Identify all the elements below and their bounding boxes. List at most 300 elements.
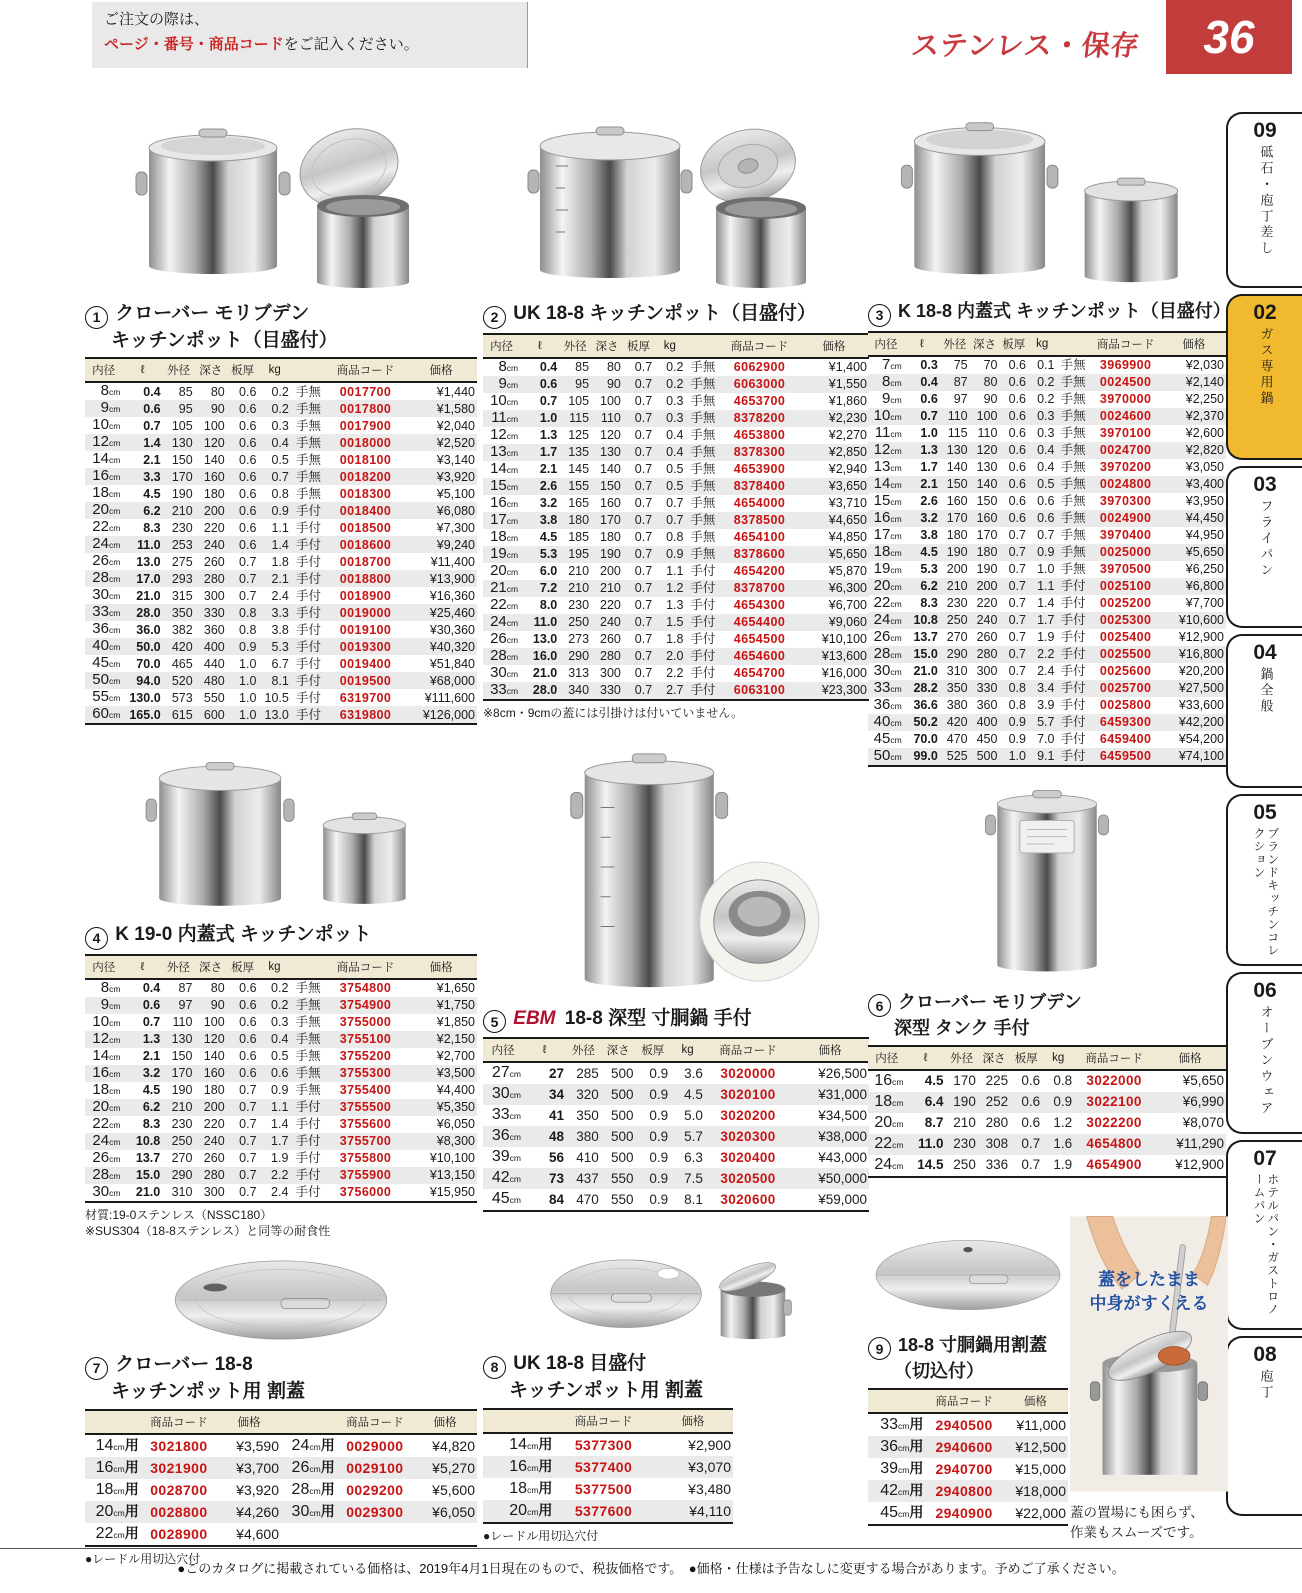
num-cell: 3.8 bbox=[271, 622, 289, 637]
num-cell: 1.9 bbox=[1042, 1155, 1074, 1177]
num-cell: 2.0 bbox=[666, 649, 684, 664]
table-row bbox=[483, 1105, 869, 1126]
num-cell: 600 bbox=[195, 706, 227, 724]
num-cell: 1.8 bbox=[666, 632, 684, 647]
num-cell: 90 bbox=[983, 392, 998, 407]
table-row bbox=[868, 510, 1226, 527]
sidebar-tab-09[interactable] bbox=[1226, 112, 1302, 288]
table-row bbox=[85, 1479, 477, 1501]
num-cell: 270 bbox=[171, 1151, 193, 1166]
code-cell: 3755300 bbox=[339, 1066, 392, 1081]
size-cell: 36cm bbox=[92, 620, 121, 638]
num-cell: 5.0 bbox=[684, 1107, 703, 1123]
table-row bbox=[868, 646, 1226, 663]
num-cell: 70 bbox=[983, 358, 998, 373]
num-cell: 0.7 bbox=[239, 571, 257, 586]
num-cell: 80 bbox=[606, 360, 621, 375]
num-cell: 220 bbox=[203, 1117, 225, 1132]
tab-label: ブランドキッチンコレクション bbox=[1252, 827, 1280, 958]
header-row bbox=[483, 1409, 733, 1433]
num-cell: 310 bbox=[162, 1184, 194, 1202]
size-cell: 22cm bbox=[490, 595, 519, 613]
product-section-4 bbox=[85, 735, 477, 1239]
size-cell: 33cm bbox=[483, 682, 520, 700]
price-cell: ¥3,950 bbox=[1185, 494, 1224, 509]
column-header: kg bbox=[654, 334, 685, 358]
num-cell: 0.6 bbox=[1008, 511, 1026, 526]
num-cell: 520 bbox=[171, 673, 193, 688]
table-row bbox=[85, 689, 477, 706]
code-cell: 3970200 bbox=[1099, 460, 1152, 475]
column-header: 価格 bbox=[1162, 332, 1227, 356]
code-cell: 6319800 bbox=[326, 706, 405, 724]
num-cell: 0.7 bbox=[1008, 613, 1026, 628]
num-cell: 180 bbox=[946, 528, 968, 543]
num-cell: 0.7 bbox=[634, 564, 653, 579]
page-number: 36 bbox=[1166, 0, 1292, 74]
l-cell: 50.0 bbox=[136, 639, 161, 654]
size-cell: 24cm bbox=[873, 610, 902, 628]
price-cell: ¥10,100 bbox=[821, 632, 867, 647]
table-row bbox=[85, 502, 477, 519]
handle-cell: 手無 bbox=[1060, 443, 1086, 458]
size-cell: 21cm bbox=[490, 578, 519, 596]
num-cell: 210 bbox=[171, 1100, 193, 1115]
handle-cell: 手無 bbox=[295, 418, 321, 433]
num-cell: 380 bbox=[576, 1128, 599, 1144]
num-cell: 3.9 bbox=[1037, 698, 1055, 713]
tab-number: 07 bbox=[1253, 1147, 1277, 1170]
num-cell: 100 bbox=[203, 1015, 225, 1030]
code-cell: 3020400 bbox=[720, 1149, 776, 1165]
l-cell: 70.0 bbox=[136, 656, 161, 671]
handle-cell: 手無 bbox=[1060, 528, 1086, 543]
price-cell: ¥51,840 bbox=[429, 656, 475, 671]
num-cell: 2.7 bbox=[654, 682, 685, 700]
num-cell: 200 bbox=[976, 579, 998, 594]
num-cell: 400 bbox=[976, 715, 998, 730]
size-cell: 14cm bbox=[873, 474, 902, 492]
table-row bbox=[868, 663, 1226, 680]
column-header: 板厚 bbox=[227, 358, 259, 382]
l-cell: 8.0 bbox=[539, 598, 558, 613]
sizeyo-cell: 33cm用 bbox=[880, 1415, 924, 1433]
table-row bbox=[483, 1168, 869, 1189]
code-cell: 3754800 bbox=[339, 981, 392, 996]
table-row bbox=[85, 1167, 477, 1184]
l-cell: 6.2 bbox=[920, 579, 938, 594]
product-number: 5 bbox=[483, 1010, 506, 1033]
num-cell: 0.9 bbox=[271, 503, 289, 518]
price-cell: ¥1,400 bbox=[828, 360, 867, 375]
num-cell: 290 bbox=[946, 647, 968, 662]
num-cell: 4.5 bbox=[684, 1086, 703, 1102]
num-cell: 275 bbox=[171, 554, 193, 569]
handle-cell: 手付 bbox=[1060, 681, 1086, 696]
num-cell: 145 bbox=[568, 462, 590, 477]
sidebar-tab-08[interactable] bbox=[1226, 1336, 1302, 1516]
column-header: 価格 bbox=[799, 334, 869, 358]
price-cell: ¥68,000 bbox=[429, 673, 475, 688]
num-cell: 250 bbox=[568, 615, 590, 630]
footer-note: ●このカタログに掲載されている価格は、2019年4月1日現在のもので、税抜価格です。 ●価格・仕様は予告なしに変更する場合があります。予めご了承ください。 bbox=[177, 1561, 1125, 1576]
num-cell: 200 bbox=[600, 564, 621, 579]
table-row bbox=[483, 1478, 733, 1500]
size-cell: 28cm bbox=[92, 569, 121, 587]
num-cell: 6.7 bbox=[271, 656, 289, 671]
size-cell: 17cm bbox=[873, 525, 902, 543]
table-row bbox=[85, 997, 477, 1014]
lid-hook-note: ※8cm・9cmの蓋には引掛けは付いていません。 bbox=[483, 705, 744, 720]
code-cell: 0025800 bbox=[1099, 698, 1152, 713]
num-cell: 170 bbox=[953, 1073, 976, 1089]
sidebar-tab-02-active[interactable] bbox=[1226, 294, 1302, 460]
num-cell: 0.4 bbox=[271, 435, 289, 450]
price-cell: ¥12,900 bbox=[1154, 1155, 1226, 1177]
code-cell: 0024600 bbox=[1099, 409, 1152, 424]
code-cell: 3020100 bbox=[720, 1086, 776, 1102]
price-cell: ¥8,300 bbox=[436, 1134, 475, 1149]
sidebar-tab-04[interactable] bbox=[1226, 634, 1302, 788]
num-cell: 155 bbox=[568, 479, 590, 494]
num-cell: 165 bbox=[568, 496, 590, 511]
l-cell: 28.0 bbox=[520, 682, 559, 700]
handle-cell: 手付 bbox=[295, 673, 321, 688]
price-cell: ¥2,850 bbox=[828, 445, 867, 460]
l-cell: 10.8 bbox=[913, 613, 938, 628]
size-cell: 24cm bbox=[92, 1131, 121, 1149]
column-header: ℓ bbox=[523, 1038, 566, 1062]
num-cell: 313 bbox=[568, 666, 590, 681]
product-section-1 bbox=[85, 88, 477, 725]
num-cell: 0.7 bbox=[634, 666, 653, 681]
price-cell: ¥12,500 bbox=[1015, 1438, 1066, 1455]
price-cell: ¥40,320 bbox=[429, 639, 475, 654]
size-cell: 13cm bbox=[490, 442, 519, 460]
num-cell: 1.1 bbox=[271, 520, 289, 535]
handle-cell: 手無 bbox=[295, 1083, 321, 1098]
price-cell: ¥4,820 bbox=[432, 1437, 475, 1454]
num-cell: 0.6 bbox=[239, 469, 257, 484]
handle-cell: 手無 bbox=[295, 401, 321, 416]
num-cell: 0.7 bbox=[1008, 647, 1026, 662]
num-cell: 97 bbox=[953, 392, 968, 407]
num-cell: 190 bbox=[600, 547, 621, 562]
code-cell: 6063100 bbox=[720, 682, 798, 700]
size-cell: 28cm bbox=[92, 1165, 121, 1183]
material-note-2: ※SUS304（18-8ステンレス）と同等の耐食性 bbox=[85, 1224, 331, 1239]
order-note-box bbox=[92, 2, 528, 68]
num-cell: 0.9 bbox=[649, 1149, 669, 1165]
price-cell: ¥13,600 bbox=[821, 649, 867, 664]
num-cell: 0.9 bbox=[649, 1086, 669, 1102]
code-cell: 0019300 bbox=[339, 639, 392, 654]
num-cell: 470 bbox=[946, 732, 968, 747]
code-cell: 5377600 bbox=[554, 1500, 652, 1523]
column-header: ℓ bbox=[904, 332, 940, 356]
price-cell: ¥2,600 bbox=[1185, 426, 1224, 441]
product-title-7: 7 クローバー 18-8 キッチンポット用 割蓋 bbox=[85, 1353, 477, 1404]
num-cell: 500 bbox=[610, 1128, 634, 1144]
code-cell: 3970100 bbox=[1099, 426, 1152, 441]
num-cell: 105 bbox=[171, 418, 193, 433]
num-cell: 330 bbox=[976, 681, 998, 696]
num-cell: 240 bbox=[976, 613, 998, 628]
code-cell: 0025000 bbox=[1099, 545, 1152, 560]
l-cell: 7.2 bbox=[539, 581, 558, 596]
num-cell: 0.8 bbox=[239, 622, 257, 637]
num-cell: 0.6 bbox=[239, 401, 257, 416]
footer-divider bbox=[0, 1548, 1302, 1549]
num-cell: 250 bbox=[946, 613, 968, 628]
sidebar-tab-03[interactable] bbox=[1226, 466, 1302, 628]
handle-cell: 手無 bbox=[690, 394, 716, 409]
tab-label: 庖丁 bbox=[1258, 1369, 1274, 1402]
price-cell: ¥9,060 bbox=[828, 615, 867, 630]
num-cell: 0.6 bbox=[239, 418, 257, 433]
table-row bbox=[85, 1065, 477, 1082]
code-cell: 0029300 bbox=[346, 1503, 404, 1520]
table-row bbox=[868, 356, 1226, 374]
tab-number: 05 bbox=[1253, 801, 1277, 824]
price-cell: ¥43,000 bbox=[818, 1149, 867, 1165]
code-cell: 3970500 bbox=[1099, 562, 1152, 577]
num-cell: 0.4 bbox=[1037, 460, 1055, 475]
size-cell: 17cm bbox=[490, 510, 519, 528]
sizeyo-cell: 42cm用 bbox=[880, 1481, 924, 1499]
num-cell: 210 bbox=[568, 564, 590, 579]
column-header: 内径 bbox=[85, 955, 122, 979]
table-row bbox=[85, 587, 477, 604]
code-cell: 3755900 bbox=[339, 1168, 392, 1183]
sizeyo-cell: 45cm用 bbox=[868, 1502, 925, 1525]
num-cell: 0.7 bbox=[634, 598, 653, 613]
code-cell: 3022100 bbox=[1086, 1094, 1142, 1110]
handle-cell: 手無 bbox=[295, 384, 321, 399]
price-cell: ¥126,000 bbox=[405, 706, 477, 724]
num-cell: 100 bbox=[600, 394, 621, 409]
sidebar-tab-07[interactable] bbox=[1226, 1140, 1302, 1330]
size-cell: 26cm bbox=[490, 629, 519, 647]
size-cell: 18cm bbox=[92, 484, 121, 502]
num-cell: 0.8 bbox=[271, 486, 289, 501]
code-cell: 0018500 bbox=[339, 520, 392, 535]
code-cell: 8378600 bbox=[733, 547, 786, 562]
column-header: ℓ bbox=[520, 334, 559, 358]
num-cell: 0.9 bbox=[635, 1189, 670, 1211]
l-cell: 11.0 bbox=[917, 1136, 944, 1152]
l-cell: 8.3 bbox=[143, 520, 161, 535]
product-image-6 bbox=[868, 773, 1226, 985]
code-cell: 8378700 bbox=[733, 581, 786, 596]
code-cell: 0025100 bbox=[1099, 579, 1152, 594]
table-row bbox=[85, 1434, 477, 1457]
table-row bbox=[483, 631, 869, 648]
code-cell: 6063000 bbox=[733, 377, 786, 392]
column-header: 内径 bbox=[85, 358, 122, 382]
handle-cell: 手無 bbox=[1060, 460, 1086, 475]
l-cell: 165.0 bbox=[122, 706, 162, 724]
code-cell: 0018300 bbox=[339, 486, 392, 501]
num-cell: 6.3 bbox=[684, 1149, 703, 1165]
l-cell: 50.2 bbox=[913, 715, 938, 730]
sizeyo-cell bbox=[281, 1523, 337, 1546]
code-cell: 3021900 bbox=[150, 1459, 208, 1476]
handle-cell: 手付 bbox=[690, 615, 716, 630]
price-cell: ¥31,000 bbox=[818, 1086, 867, 1102]
handle-cell: 手無 bbox=[1060, 392, 1086, 407]
l-cell: 0.3 bbox=[920, 358, 938, 373]
code-cell: 0019100 bbox=[339, 622, 392, 637]
num-cell: 9.1 bbox=[1028, 748, 1057, 766]
l-cell: 84 bbox=[523, 1189, 566, 1211]
num-cell: 0.6 bbox=[239, 1066, 257, 1081]
product-title-4: 4 K 19-0 内蓋式 キッチンポット bbox=[85, 923, 477, 950]
num-cell: 400 bbox=[203, 639, 225, 654]
table-row bbox=[868, 476, 1226, 493]
table-row bbox=[85, 1099, 477, 1116]
ladle-through-lid-photo bbox=[1070, 1216, 1228, 1492]
num-cell: 0.4 bbox=[271, 1032, 289, 1047]
num-cell: 80 bbox=[983, 375, 998, 390]
l-cell: 3.2 bbox=[539, 496, 558, 511]
num-cell: 440 bbox=[203, 656, 225, 671]
column-header: 商品コード bbox=[337, 1410, 413, 1434]
column-header bbox=[85, 1410, 141, 1434]
handle-cell: 手付 bbox=[1060, 630, 1086, 645]
product-title-1: 1 クローバー モリブデン キッチンポット（目盛付） bbox=[85, 302, 477, 353]
sidebar-tab-05[interactable] bbox=[1226, 794, 1302, 966]
num-cell: 0.6 bbox=[1008, 443, 1026, 458]
price-cell: ¥3,920 bbox=[436, 469, 475, 484]
num-cell: 170 bbox=[171, 1066, 193, 1081]
code-cell: 4654600 bbox=[733, 649, 786, 664]
num-cell: 0.6 bbox=[239, 486, 257, 501]
l-cell: 13.7 bbox=[135, 1151, 161, 1166]
num-cell: 0.3 bbox=[271, 418, 289, 433]
l-cell: 21.0 bbox=[136, 588, 161, 603]
column-header: 内径 bbox=[868, 332, 904, 356]
l-cell: 15.0 bbox=[135, 1168, 161, 1183]
num-cell: 0.7 bbox=[634, 581, 653, 596]
table-row bbox=[868, 442, 1226, 459]
code-cell: 5377400 bbox=[574, 1458, 633, 1475]
price-cell: ¥1,850 bbox=[436, 1015, 475, 1030]
handle-cell: 手無 bbox=[1060, 477, 1086, 492]
num-cell: 2.1 bbox=[271, 571, 289, 586]
size-cell: 20cm bbox=[490, 561, 519, 579]
price-cell: ¥16,800 bbox=[1178, 647, 1224, 662]
handle-cell: 手付 bbox=[1060, 647, 1086, 662]
num-cell: 0.7 bbox=[634, 377, 653, 392]
num-cell: 190 bbox=[171, 486, 193, 501]
sizeyo-cell: 30cm用 bbox=[291, 1502, 335, 1520]
table-row bbox=[483, 393, 869, 410]
size-cell: 26cm bbox=[873, 627, 902, 645]
code-cell: 8378400 bbox=[733, 479, 786, 494]
num-cell: 120 bbox=[203, 435, 225, 450]
num-cell: 380 bbox=[946, 698, 968, 713]
num-cell: 170 bbox=[946, 511, 968, 526]
price-cell: ¥2,270 bbox=[828, 428, 867, 443]
code-cell: 0025400 bbox=[1099, 630, 1152, 645]
price-cell: ¥6,990 bbox=[1182, 1094, 1224, 1110]
num-cell: 252 bbox=[985, 1094, 1009, 1110]
l-cell: 3.8 bbox=[920, 528, 938, 543]
num-cell: 465 bbox=[171, 656, 193, 671]
num-cell: 0.3 bbox=[666, 394, 684, 409]
code-cell: 0029200 bbox=[346, 1481, 404, 1498]
num-cell: 253 bbox=[171, 537, 193, 552]
num-cell: 320 bbox=[576, 1086, 599, 1102]
size-cell: 22cm bbox=[92, 518, 121, 536]
code-cell: 0018600 bbox=[339, 537, 392, 552]
code-cell: 3021800 bbox=[150, 1437, 208, 1454]
num-cell: 0.7 bbox=[634, 632, 653, 647]
sidebar-tab-06[interactable] bbox=[1226, 972, 1302, 1134]
table-row bbox=[483, 665, 869, 682]
num-cell: 340 bbox=[559, 682, 591, 700]
code-cell: 3020000 bbox=[720, 1065, 776, 1081]
num-cell: 110 bbox=[977, 426, 998, 441]
table-row bbox=[868, 1092, 1226, 1113]
table-row bbox=[868, 561, 1226, 578]
code-cell: 0028900 bbox=[141, 1523, 217, 1546]
num-cell: 170 bbox=[976, 528, 998, 543]
code-cell: 4654700 bbox=[733, 666, 786, 681]
kitchen-pot-set-photo bbox=[887, 96, 1207, 294]
num-cell: 573 bbox=[171, 690, 193, 705]
code-cell: 4654500 bbox=[733, 632, 786, 647]
l-cell: 0.6 bbox=[920, 392, 938, 407]
size-cell: 45cm bbox=[92, 654, 121, 672]
header-row bbox=[868, 1046, 1226, 1070]
handle-cell: 手無 bbox=[1060, 358, 1086, 373]
size-cell: 28cm bbox=[873, 644, 902, 662]
tab-number: 03 bbox=[1253, 473, 1277, 496]
price-cell: ¥5,270 bbox=[432, 1459, 475, 1476]
handle-cell: 手無 bbox=[690, 479, 716, 494]
num-cell: 273 bbox=[568, 632, 590, 647]
column-header: 価格 bbox=[653, 1409, 733, 1433]
code-cell: 6459500 bbox=[1090, 748, 1162, 766]
l-cell: 13.0 bbox=[136, 554, 161, 569]
table-row bbox=[85, 519, 477, 536]
num-cell: 293 bbox=[171, 571, 193, 586]
sizeyo-cell: 14cm用 bbox=[95, 1436, 139, 1454]
l-cell: 10.8 bbox=[135, 1134, 161, 1149]
product-section-6 bbox=[868, 773, 1226, 1178]
num-cell: 0.7 bbox=[1008, 630, 1026, 645]
price-cell: ¥5,100 bbox=[436, 486, 475, 501]
handle-cell: 手付 bbox=[690, 632, 716, 647]
price-cell: ¥4,450 bbox=[1185, 511, 1224, 526]
l-cell: 1.3 bbox=[539, 428, 558, 443]
tab-number: 08 bbox=[1253, 1343, 1277, 1366]
price-cell: ¥50,000 bbox=[818, 1170, 867, 1186]
num-cell: 0.8 bbox=[1008, 698, 1026, 713]
l-cell: 0.4 bbox=[920, 375, 938, 390]
sizeyo-cell: 14cm用 bbox=[509, 1435, 553, 1453]
table-row bbox=[85, 1048, 477, 1065]
header-row bbox=[85, 358, 477, 382]
size-cell: 9cm bbox=[498, 374, 519, 392]
size-cell: 18cm bbox=[92, 1080, 121, 1098]
price-cell: ¥4,650 bbox=[828, 513, 867, 528]
product-image-2 bbox=[483, 88, 869, 296]
num-cell: 0.9 bbox=[649, 1128, 669, 1144]
price-cell: ¥5,600 bbox=[432, 1481, 475, 1498]
